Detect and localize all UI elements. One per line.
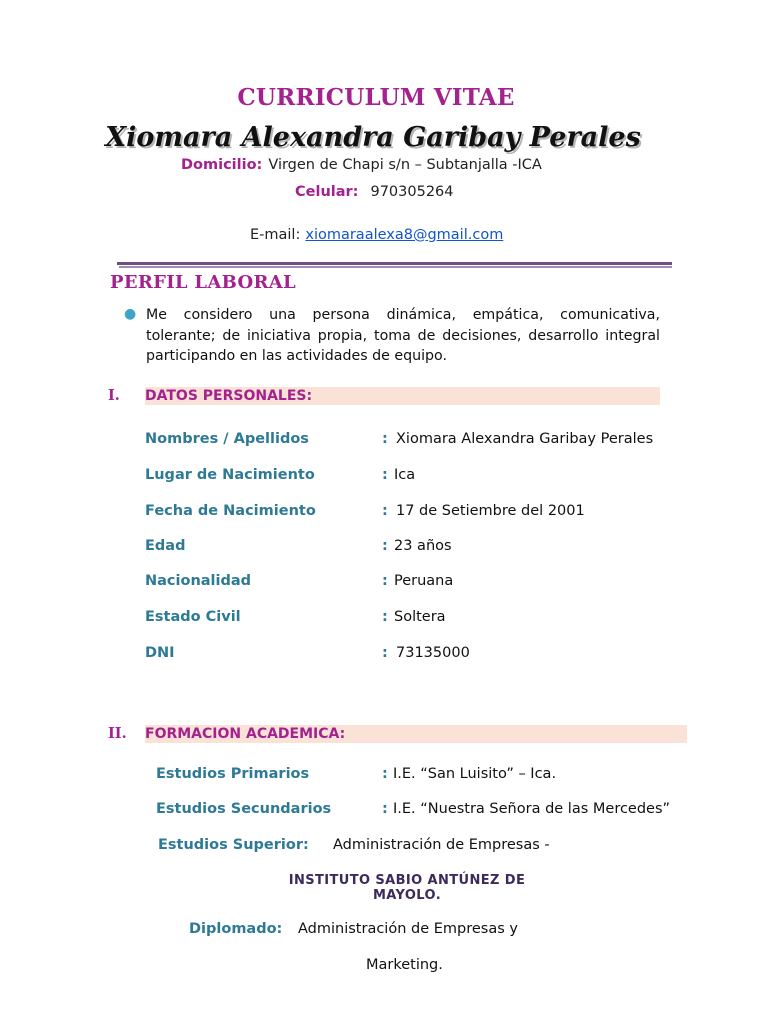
diplomado-label: Diplomado: [189,921,283,937]
bullet-icon: ● [124,306,137,322]
contact-email [250,227,503,243]
datos-heading [145,387,660,405]
secundarios-colon: : [382,801,388,817]
address-label: Domicilio: [181,157,263,173]
secundarios-value: I.E. “Nuestra Señora de las Mercedes” [393,801,671,817]
edad-value: 23 años [394,538,452,554]
fecha-value: 17 de Setiembre del 2001 [396,503,585,519]
phone-value: 970305264 [370,184,454,200]
diplomado-value: Administración de Empresas y [298,921,518,937]
estado-civil-label: Estado Civil [145,609,241,625]
formacion-number: II. [108,725,127,742]
estado-civil-value: Soltera [394,609,446,625]
lugar-label: Lugar de Nacimiento [145,467,315,483]
nombres-value: Xiomara Alexandra Garibay Perales [396,431,654,447]
email-label: E-mail: [250,227,301,243]
contact-phone [295,184,454,200]
formacion-heading [145,725,687,743]
perfil-text: Me considero una persona dinámica, empática, comunicativa, tolerante; de iniciativa propia, toma de decisiones, desarrollo integral participando en las actividades de equipo. [146,307,660,364]
nacionalidad-value: Peruana [394,573,454,589]
diplomado-value-continued: Marketing. [366,957,443,973]
edad-colon: : [382,538,388,554]
dni-value: 73135000 [396,645,470,661]
datos-heading-text: DATOS PERSONALES: [145,388,313,404]
primarios-colon: : [382,766,388,782]
phone-label: Celular: [295,184,359,200]
header-divider [117,262,672,265]
nombres-colon: : [382,431,388,447]
datos-number: I. [108,387,120,404]
secundarios-label: Estudios Secundarios [156,801,332,817]
candidate-name: Xiomara Alexandra Garibay Perales [105,122,641,153]
lugar-value: Ica [394,467,416,483]
primarios-value: I.E. “San Luisito” – Ica. [393,766,557,782]
superior-value: Administración de Empresas - [333,837,550,853]
edad-label: Edad [145,538,186,554]
nombres-label: Nombres / Apellidos [145,431,309,447]
fecha-label: Fecha de Nacimiento [145,503,316,519]
cv-title: CURRICULUM VITAE [237,84,515,111]
institute-name: INSTITUTO SABIO ANTÚNEZ DE MAYOLO. [288,873,526,903]
formacion-heading-text: FORMACION ACADEMICA: [145,726,346,742]
nacionalidad-label: Nacionalidad [145,573,252,589]
email-link[interactable]: xiomaraalexa8@gmail.com [305,227,504,243]
primarios-label: Estudios Primarios [156,766,310,782]
superior-label: Estudios Superior: [158,837,309,853]
estado-civil-colon: : [382,609,388,625]
lugar-colon: : [382,467,388,483]
dni-colon: : [382,645,388,661]
perfil-heading: PERFIL LABORAL [110,272,296,293]
header-divider-shadow [119,266,672,268]
dni-label: DNI [145,645,175,661]
nacionalidad-colon: : [382,573,388,589]
contact-address [181,157,542,173]
address-value: Virgen de Chapi s/n – Subtanjalla -ICA [268,157,542,173]
fecha-colon: : [382,503,388,519]
